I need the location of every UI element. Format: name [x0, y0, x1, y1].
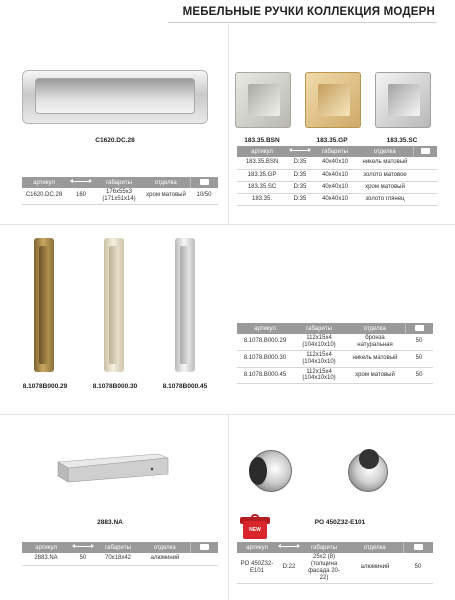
cell-dimensions-line: 112x15x4	[306, 351, 332, 358]
product-image-8-1078-29	[34, 238, 54, 372]
cell-finish: хром матовый	[345, 367, 405, 384]
product-image-2883-na	[52, 448, 172, 490]
table-row	[237, 193, 437, 205]
table-row	[237, 181, 437, 193]
product-image-183-35-sc	[375, 72, 431, 128]
cell-finish: хром матовый	[142, 188, 190, 204]
cell-article: 8.1078.B000.30	[237, 350, 293, 367]
cell-article-line: PO 450Z32-	[240, 560, 274, 567]
divider-horizontal-1	[0, 224, 455, 225]
col-dimensions: габариты	[293, 323, 345, 334]
cell-pack	[413, 157, 437, 169]
spec-table-po-450z32	[237, 542, 433, 584]
gift-box-icon	[240, 515, 270, 541]
cell-size: D:35	[287, 181, 313, 193]
divider-vertical-top	[228, 24, 229, 224]
page-header	[0, 0, 455, 24]
table-row	[237, 350, 433, 367]
cell-article: 2883.NA	[22, 553, 70, 565]
cell-finish: алюминий	[347, 553, 403, 583]
table-row	[237, 367, 433, 384]
spec-table-c1620	[22, 177, 218, 205]
cell-article	[237, 553, 277, 583]
product-caption: 8.1078B000.29	[22, 383, 68, 390]
cell-finish	[345, 334, 405, 350]
table-row	[237, 169, 437, 181]
cell-dimensions-line: 22)	[319, 574, 329, 581]
col-article: артикул	[237, 542, 277, 553]
table-row	[237, 553, 433, 583]
cell-article: 183.35.BSN	[237, 157, 287, 169]
cell-size: 50	[70, 553, 96, 565]
cell-dimensions	[293, 350, 345, 367]
cell-dimensions	[293, 367, 345, 384]
cell-dimensions-line: 112x15x4	[306, 335, 332, 341]
cell-pack	[190, 553, 218, 565]
cell-dimensions-line: (толщина	[310, 560, 338, 567]
cell-article: 8.1078.B000.29	[237, 334, 293, 350]
cell-dimensions: 40x40x10	[313, 157, 357, 169]
cell-finish: никель матовый	[345, 350, 405, 367]
cell-size: D:22	[277, 553, 301, 583]
product-caption: 183.35.GP	[316, 137, 348, 144]
package-icon	[405, 323, 433, 334]
col-article: артикул	[22, 177, 66, 188]
col-finish: отделка	[347, 542, 403, 553]
cell-finish: алюминий	[140, 553, 190, 565]
product-image-8-1078-45	[175, 238, 195, 372]
col-dimensions: габариты	[96, 542, 140, 553]
col-dimensions: габариты	[301, 542, 347, 553]
product-caption: PO 450Z32-E101	[314, 519, 366, 526]
cell-size: D:35	[287, 157, 313, 169]
package-icon	[403, 542, 433, 553]
table-header-row	[237, 542, 433, 553]
divider-vertical-bottom	[228, 414, 229, 600]
package-icon	[190, 542, 218, 553]
product-caption: 183.35.SC	[386, 137, 418, 144]
cell-size: D:35	[287, 193, 313, 205]
col-finish: отделка	[357, 146, 413, 157]
spec-table-8-1078	[237, 323, 433, 384]
cell-dimensions: 40x40x10	[313, 193, 357, 205]
cell-article: 183.35.GP	[237, 169, 287, 181]
new-badge-label: NEW	[249, 527, 261, 533]
cell-pack: 50	[405, 334, 433, 350]
cell-pack	[413, 169, 437, 181]
cell-article: 183.35.SC	[237, 181, 287, 193]
cell-dimensions-line: фасада 20-	[308, 567, 340, 574]
cell-dimensions	[96, 188, 142, 204]
cell-finish: хром матовый	[357, 181, 413, 193]
cell-finish-line: бронза	[365, 335, 385, 341]
spec-table-183-35	[237, 146, 437, 206]
cell-dimensions: 70x18x42	[96, 553, 140, 565]
cell-dimensions: 40x40x10	[313, 169, 357, 181]
cell-size: D:35	[287, 169, 313, 181]
spec-table-2883	[22, 542, 218, 566]
cell-dimensions-line: (104x10x10)	[302, 375, 336, 382]
package-icon	[413, 146, 437, 157]
cell-article: 183.35.	[237, 193, 287, 205]
cell-dimensions: 40x40x10	[313, 181, 357, 193]
cell-finish-line: натуральная	[357, 341, 393, 348]
table-row	[22, 553, 218, 565]
col-article: артикул	[237, 146, 287, 157]
table-header-row	[237, 146, 437, 157]
cell-dimensions-line: 25x2 (8)	[312, 554, 335, 560]
table-row	[237, 157, 437, 169]
cell-pack	[413, 181, 437, 193]
package-icon	[190, 177, 218, 188]
cell-article: 8.1078.B000.45	[237, 367, 293, 384]
product-image-knob-front	[250, 450, 292, 492]
table-header-row	[237, 323, 433, 334]
cell-dimensions	[301, 553, 347, 583]
size-arrow-icon	[277, 542, 301, 553]
cell-article-line: E101	[249, 567, 264, 574]
cell-pack: 50	[403, 553, 433, 583]
col-finish: отделка	[345, 323, 405, 334]
col-article: артикул	[22, 542, 70, 553]
product-image-8-1078-30	[104, 238, 124, 372]
cell-pack	[413, 193, 437, 205]
product-caption: 2883.NA	[97, 519, 123, 526]
table-row	[22, 188, 218, 204]
table-row	[237, 334, 433, 350]
size-arrow-icon	[66, 177, 96, 188]
cell-size: 160	[66, 188, 96, 204]
col-dimensions: габариты	[96, 177, 142, 188]
cell-finish: золото глянец	[357, 193, 413, 205]
cell-pack: 10/50	[190, 188, 218, 204]
size-arrow-icon	[287, 146, 313, 157]
size-arrow-icon	[70, 542, 96, 553]
table-header-row	[22, 542, 218, 553]
cell-dimensions-line: 176x55x3	[105, 189, 133, 195]
cell-article: C1620.DC.28	[22, 188, 66, 204]
product-caption: 183.35.BSN	[244, 137, 280, 144]
product-caption: 8.1078B000.45	[162, 383, 208, 390]
cell-dimensions-line: (104x10x10)	[302, 341, 336, 348]
table-header-row	[22, 177, 218, 188]
cell-dimensions-line: (171x51x14)	[102, 195, 136, 202]
product-image-183-35-gp	[305, 72, 361, 128]
cell-dimensions-line: 112x15x4	[306, 368, 332, 375]
product-image-knob-side	[348, 452, 388, 492]
cell-dimensions	[293, 334, 345, 350]
product-image-183-35-bsn	[235, 72, 291, 128]
cell-dimensions-line: (104x10x10)	[302, 358, 336, 365]
product-caption: 8.1078B000.30	[92, 383, 138, 390]
cell-pack: 50	[405, 350, 433, 367]
header-rule	[168, 22, 437, 23]
col-dimensions: габариты	[313, 146, 357, 157]
col-finish: отделка	[142, 177, 190, 188]
col-finish: отделка	[140, 542, 190, 553]
product-image-c1620	[22, 70, 208, 124]
cell-pack: 50	[405, 367, 433, 384]
product-caption: C1620.DC.28	[95, 137, 135, 144]
page-title: МЕБЕЛЬНЫЕ РУЧКИ КОЛЛЕКЦИЯ МОДЕРН	[182, 6, 435, 18]
cell-finish: золото матовое	[357, 169, 413, 181]
cell-finish: никель матовый	[357, 157, 413, 169]
col-article: артикул	[237, 323, 293, 334]
